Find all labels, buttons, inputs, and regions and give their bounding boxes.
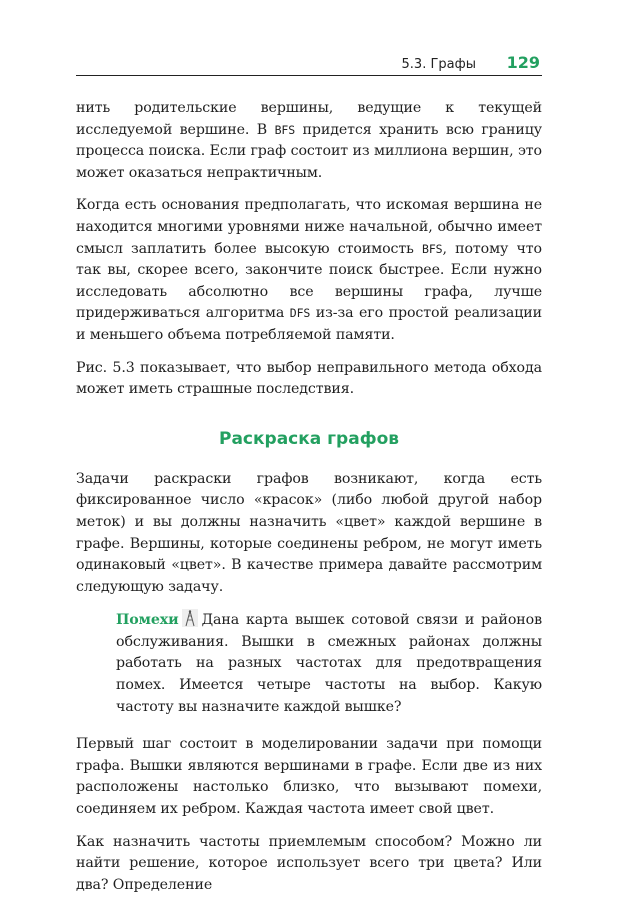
page-number: 129 xyxy=(506,53,540,72)
header-rule xyxy=(76,75,542,76)
code-dfs: DFS xyxy=(289,306,311,321)
cell-tower-icon xyxy=(182,609,198,627)
running-head-section: 5.3. Графы xyxy=(401,57,476,72)
paragraph-2: Когда есть основания предполагать, что искомая вершина не находится многими уровнями ниже начальной, обычно имеет смысл заплатить более высокую стоимость BFS, потому что так вы, скорее всего, закончите поиск быстрее. Если нужно исследовать абсолютно все вершины графа, лучше придерживаться алгоритма DFS из-за его простой реализации и меньшего объема потребляемой памяти. xyxy=(76,197,542,343)
problem-text: Дана карта вышек сотовой связи и районов обслуживания. Вышки в смежных районах должны работать на разных частотах для предотвращения помех. Имеется четыре частоты на выбор. Какую частоту вы назначите каждой вышке? xyxy=(116,612,542,715)
paragraph-after-2: Как назначить частоты приемлемым способом? Можно ли найти решение, которое использует всего три цвета? Или два? Определение xyxy=(76,833,542,893)
code-bfs: BFS xyxy=(422,241,443,256)
problem-paragraph xyxy=(116,609,542,718)
section-heading: Раскраска графов xyxy=(218,428,400,449)
code-bfs: BFS xyxy=(274,122,296,137)
paragraph-3: Рис. 5.3 показывает, что выбор неправильного метода обхода может иметь страшные последствия. xyxy=(76,359,542,398)
problem-box xyxy=(116,609,542,718)
page-body xyxy=(76,98,542,907)
problem-title: Помехи xyxy=(116,612,179,629)
section-intro: Задачи раскраски графов возникают, когда есть фиксированное число «красок» (либо любой другой набор меток) и вы должны назначить «цвет» каждой вершине в графе. Вершины, которые соединены ребром, не могут иметь одинаковый «цвет». В качестве примера давайте рассмотрим следующую задачу. xyxy=(76,470,542,595)
paragraph-after-1: Первый шаг состоит в моделировании задачи при помощи графа. Вышки являются вершинами в графе. Если две из них расположены настолько близко, что вызывают помехи, соединяем их ребром. Каждая частота имеет свой цвет. xyxy=(76,736,542,818)
page-header xyxy=(76,52,542,76)
paragraph-1: нить родительские вершины, ведущие к текущей исследуемой вершине. В BFS придется хранить всю границу процесса поиска. Если граф состоит из миллиона вершин, это может оказаться непрактичным. xyxy=(76,100,542,181)
